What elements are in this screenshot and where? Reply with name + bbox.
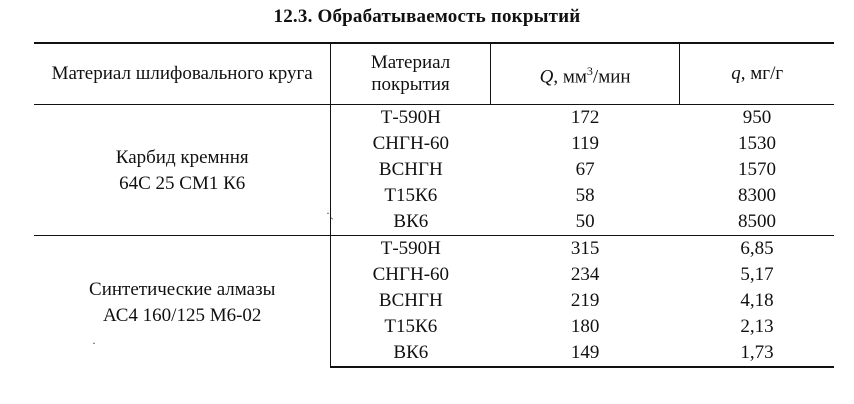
header-q-unit: , мг/г xyxy=(740,63,784,84)
wheel-material-cell xyxy=(34,236,331,368)
header-coating-line2: покрытия xyxy=(371,74,450,95)
coating-cell: ВК6 xyxy=(331,340,490,367)
q-cell: 1570 xyxy=(737,159,776,180)
coating-cell: ВК6 xyxy=(393,211,429,232)
wheel-material-line1: Синтетические алмазы xyxy=(89,278,276,300)
coating-cell: Т-590Н xyxy=(331,236,490,263)
q-cell: 2,13 xyxy=(740,316,774,337)
Q-cell: 219 xyxy=(570,290,600,311)
header-wear xyxy=(680,43,834,105)
wheel-material-line2: 64С 25 СМ1 К6 xyxy=(119,173,246,194)
header-Q-unit-tail: /мин xyxy=(592,66,631,88)
header-Q-symbol: Q xyxy=(539,66,554,88)
coating-machinability-table xyxy=(34,42,834,368)
scan-speck: ·ˎ xyxy=(326,206,334,220)
q-cell: 950 xyxy=(742,107,772,128)
coating-cell: ВСНГН xyxy=(378,159,443,180)
coating-cell: СНГН-60 xyxy=(372,264,450,285)
wheel-material-line2: АС4 160/125 М6-02 xyxy=(102,304,262,326)
Q-cell: 50 xyxy=(575,211,595,232)
header-Q-unit-exponent: 3 xyxy=(586,63,593,78)
q-cell: 8300 xyxy=(737,185,776,206)
wheel-material-line1: Карбид кремння xyxy=(115,147,249,168)
Q-cell: 172 xyxy=(570,107,600,128)
coating-cell: СНГН-60 xyxy=(372,133,450,154)
q-cell: 1,73 xyxy=(680,340,834,367)
Q-cell: 149 xyxy=(490,340,680,367)
Q-cell: 315 xyxy=(490,236,680,263)
Q-cell: 58 xyxy=(575,185,595,206)
q-cell: 5,17 xyxy=(740,264,774,285)
coating-cell: Т-590Н xyxy=(380,107,441,128)
table-row xyxy=(34,105,834,132)
Q-cell: 119 xyxy=(571,133,599,154)
Q-cell: 67 xyxy=(575,159,595,180)
q-cell: 1530 xyxy=(737,133,776,154)
coating-cell: Т15К6 xyxy=(384,185,438,206)
header-Q-unit: , мм xyxy=(553,66,587,88)
header-wheel-material: Материал шлифовального круга xyxy=(34,43,331,105)
header-removal-rate xyxy=(490,43,680,105)
header-coating-line1: Материал xyxy=(370,52,451,73)
q-cell: 4,18 xyxy=(740,290,774,311)
table-row xyxy=(34,236,834,263)
scan-speck: · xyxy=(92,336,96,350)
wheel-material-cell xyxy=(34,105,331,236)
Q-cell: 234 xyxy=(570,264,600,285)
q-cell: 8500 xyxy=(737,211,776,232)
q-cell: 6,85 xyxy=(680,236,834,263)
header-row xyxy=(34,43,834,105)
header-q-symbol: q xyxy=(731,63,741,84)
table-title: 12.3. Обрабатываемость покрытий xyxy=(273,6,581,27)
coating-cell: ВСНГН xyxy=(378,290,443,311)
Q-cell: 180 xyxy=(570,316,600,337)
header-coating-material xyxy=(331,43,490,105)
coating-cell: Т15К6 xyxy=(384,316,438,337)
